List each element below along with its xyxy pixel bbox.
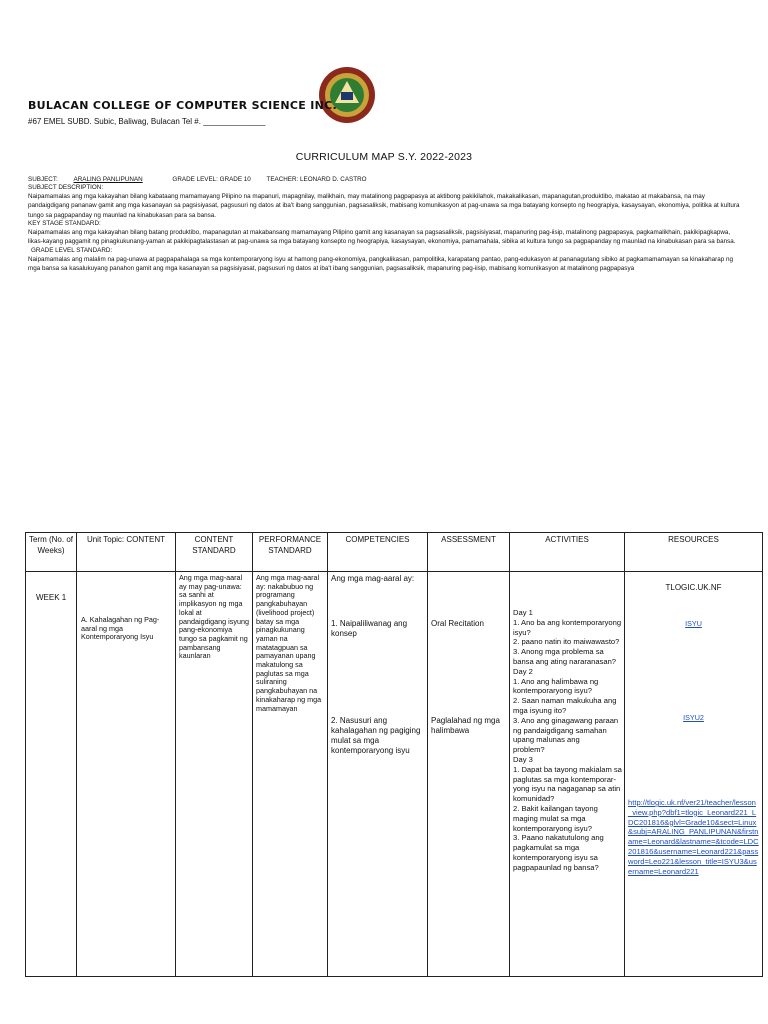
activities-value: Day 1 1. Ano ba ang kontemporaryong isyu? 2. paano natin ito maiwawasto? 3. Anong mga problema sa bansa ang ating nararanasan? Day 2 1. Ano ang halimbawa ng kontemporaryong isyu? 2. Saan naman makukuha ang mga isyung ito? 3. Ano ang ginagawang paraan ng pandaigdigang samahan upang malunas ang problem? Day 3 1. Dapat ba tayong makialam sa paglutas sa mga kontemporar-yong isyu na nagaganap sa atin komunidad? 2. Bakit kailangan tayong maging mulat sa mga kontemporaryong isyu? 3. Paano nakatutulong ang pagkamulat sa mga kontemporaryong isyu sa pagpapaunlad ng bansa?	[513, 608, 622, 872]
grade-level: GRADE LEVEL: GRADE 10	[172, 176, 251, 183]
curriculum-map-table	[25, 532, 763, 977]
resource-link-isyu[interactable]: ISYU	[685, 619, 702, 628]
activities-cell	[510, 572, 625, 977]
header-assessment: ASSESSMENT	[428, 533, 510, 572]
grade-level-standard: Naipamamalas ang malalim na pag-unawa at pagpapahalaga sa mga kontemporaryong isyu at hamong pang-ekonomiya, pangkalikasan, pampolitika, karapatang pantao, pang-edukasyon at pananagutang sibiko at pagkamamamayan sa kinakaharap ng mga bansa sa kasalukuyang panahon gamit ang mga kasanayan sa pagsisiyasat, pagsusuri ng datos at iba't ibang sanggunian, pagsasaliksik, mapanuring pag-iisip, mabisang komunikasyon at matalinong pagpapasya	[28, 255, 734, 273]
performance-standard-cell	[253, 572, 328, 977]
resources-cell	[625, 572, 763, 977]
table-header-row	[26, 533, 763, 572]
competencies-intro: Ang mga mag-aaral ay:	[331, 574, 415, 583]
school-logo	[318, 66, 376, 124]
logo-computer-icon	[341, 92, 353, 100]
table-row	[26, 572, 763, 977]
header-term: Term (No. of Weeks)	[26, 533, 77, 572]
competency-1: 1. Naipaliliwanag ang konsep	[331, 619, 408, 638]
document-metadata	[28, 176, 744, 273]
school-address: #67 EMEL SUBD. Subic, Baliwag, Bulacan Tel #. ______________	[28, 117, 266, 126]
subject-description-label: SUBJECT DESCRIPTION:	[28, 184, 104, 192]
school-name: BULACAN COLLEGE OF COMPUTER SCIENCE INC.	[28, 99, 337, 112]
key-stage-label: KEY STAGE STANDARD:	[28, 220, 101, 228]
content-standard-cell	[176, 572, 253, 977]
content-standard-value: Ang mga mag-aaral ay may pag-unawa: sa sanhi at implikasyon ng mga lokal at pandaigdigang isyung pang-ekonomiya tungo sa pagkamit ng pambansang kaunlaran	[179, 573, 249, 661]
header-resources: RESOURCES	[625, 533, 763, 572]
subject-value: ARALING PANLIPUNAN	[73, 176, 143, 183]
competency-2: 2. Nasusuri ang kahalagahan ng pagiging mulat sa mga kontemporaryong isyu	[331, 716, 421, 755]
unit-topic-value: A. Kahalagahan ng Pag-aaral ng mga Kontemporaryong Isyu	[81, 615, 160, 642]
competencies-cell	[328, 572, 428, 977]
assessment-cell	[428, 572, 510, 977]
subject-line	[28, 176, 744, 184]
assessment-1: Oral Recitation	[431, 619, 484, 628]
document-title: CURRICULUM MAP S.Y. 2022-2023	[295, 151, 473, 163]
header-performance-standard: PERFORMANCE STANDARD	[253, 533, 328, 572]
resource-lesson-url[interactable]: http://tlogic.uk.nf/ver21/teacher/lesson_view.php?dbf1=tlogic_Leonard221_LDC201816&glvl=Grade10&sect=Linux&subj=ARALING_PANLIPUNAN&firstname=Leonard&lastname=&tcode=LDC201816&username=Leonard221&password=Leo221&lesson_title=ISYU3&username=Leonard221	[628, 798, 759, 876]
header-content-standard: CONTENT STANDARD	[176, 533, 253, 572]
subject-description: Naipamamalas ang mga kakayahan bilang kabataang mamamayang Pilipino na mapanuri, mapagnilay, malikhain, may matalinong pagpapasya at aktibong pakikilahok, makakalikasan, mapanagutan,produktibo, makatao at makabansa, na may pandaigdigang pananaw gamit ang mga kasanayan sa pagsisiyasat, pagsusuri ng datos at iba't ibang sanggunian, pagsasaliksik, mabisang komunikasyon at pag-unawa sa mga batayang konsepto ng heograpiya, kasaysayan, ekonomiya, politika at kultura tungo sa pagpapanday ng maunlad na kinabukasan para sa bansa.	[28, 193, 740, 219]
header-activities: ACTIVITIES	[510, 533, 625, 572]
grade-level-standard-label: GRADE LEVEL STANDARD:	[31, 246, 113, 254]
teacher-name: TEACHER: LEONARD D. CASTRO	[266, 176, 367, 183]
header-unit-topic: Unit Topic: CONTENT	[77, 533, 176, 572]
assessment-2: Paglalahad ng mga halimbawa	[431, 716, 500, 735]
term-value: WEEK 1	[36, 593, 67, 602]
key-stage-standard: Naipamamalas ang mga kakayahan bilang batang produktibo, mapanagutan at makabansang mamamayang Pilipino gamit ang kasanayan sa pagsasaliksik, pagsisiyasat, mapanuring pag-iisip, matalinong pagpapasya, pagkamalikhain, pakikipagkapwa, likas-kayang paggamit ng pinagkukunang-yaman at pakikipagtalastasan at pag-unawa sa mga batayang konsepto ng heograpiya, kasaysayan, ekonomiya, pamamahala, sibika at kultura tungo sa pagpapanday ng maunlad na kinabukasan para sa bansa.	[28, 229, 736, 246]
resource-link-isyu2[interactable]: ISYU2	[683, 713, 704, 722]
resources-site: TLOGIC.UK.NF	[665, 583, 722, 592]
unit-topic-cell	[77, 572, 176, 977]
term-cell	[26, 572, 77, 977]
subject-label: SUBJECT:	[28, 176, 60, 183]
header-competencies: COMPETENCIES	[328, 533, 428, 572]
performance-standard-value: Ang mga mag-aaral ay: nakabubuo ng programang pangkabuhayan (livelihood project) batay sa mga pinagkukunang yaman na matatagpuan sa pamayanan upang makatulong sa paglutas sa mga suliraning pangkabuhayan na kinakaharap ng mga mamamayan	[256, 573, 322, 713]
